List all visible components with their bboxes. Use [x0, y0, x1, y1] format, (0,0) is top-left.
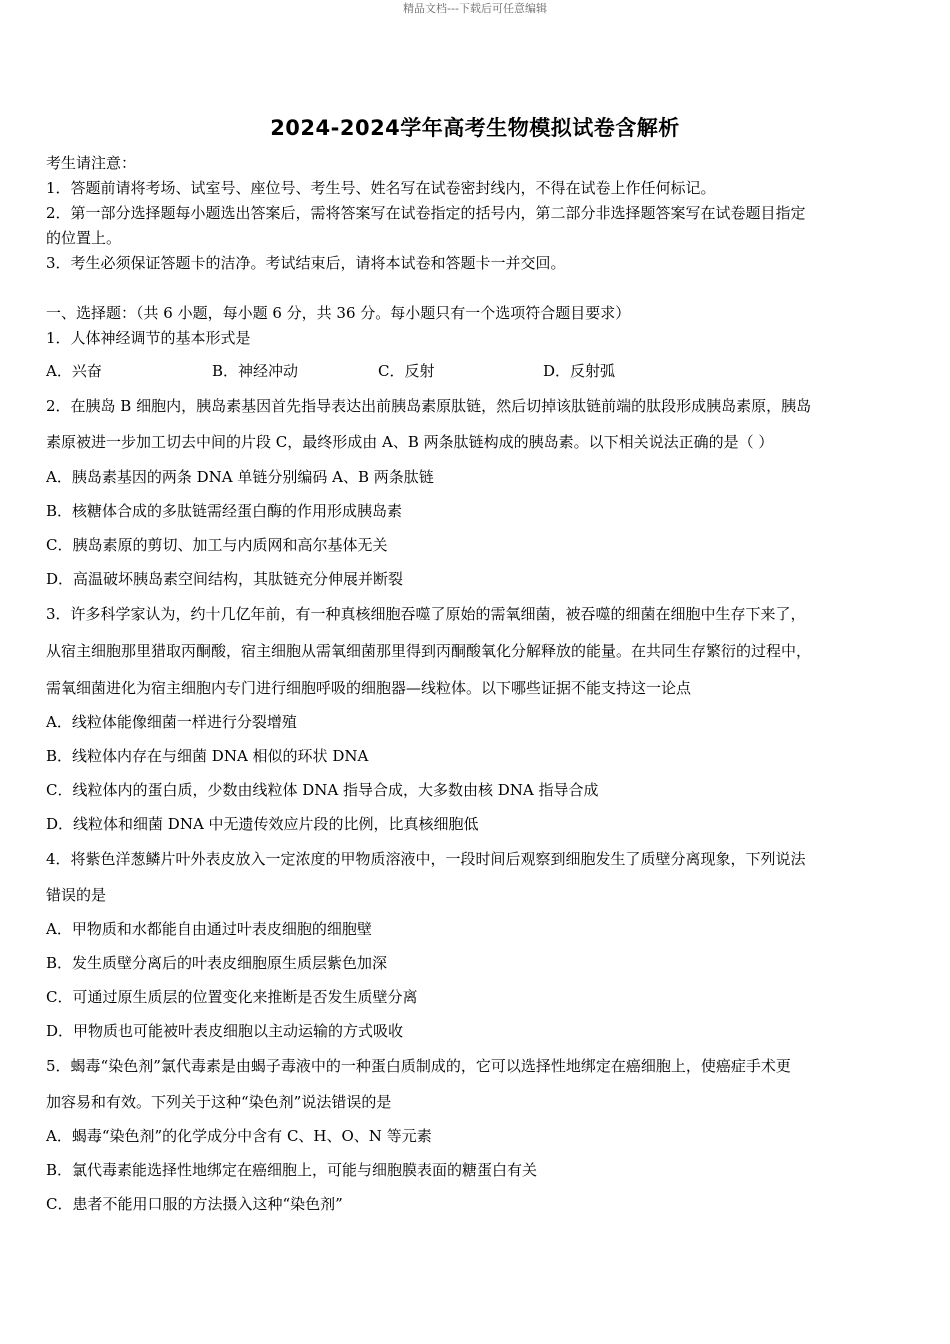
option-d: D．反射弧	[543, 362, 616, 380]
option-b: B．氯代毒素能选择性地绑定在癌细胞上，可能与细胞膜表面的糖蛋白有关	[46, 1161, 538, 1179]
option-b: B．神经冲动	[212, 362, 299, 380]
option-d: D．线粒体和细菌 DNA 中无遗传效应片段的比例，比真核细胞低	[46, 815, 479, 833]
option-c: C．线粒体内的蛋白质，少数由线粒体 DNA 指导合成，大多数由核 DNA 指导合成	[46, 781, 599, 799]
page-title: 2024-2024学年高考生物模拟试卷含解析	[270, 116, 680, 140]
option-a: A．兴奋	[46, 362, 102, 380]
question-stem: 需氧细菌进化为宿主细胞内专门进行细胞呼吸的细胞器—线粒体。以下哪些证据不能支持这一论点	[46, 679, 692, 697]
section-heading: 一、选择题：（共 6 小题，每小题 6 分，共 36 分。每小题只有一个选项符合题目要求）	[46, 304, 631, 322]
option-c: C．胰岛素原的剪切、加工与内质网和高尔基体无关	[46, 536, 388, 554]
notice-item: 1．答题前请将考场、试室号、座位号、考生号、姓名写在试卷密封线内，不得在试卷上作任何标记。	[46, 179, 716, 197]
question-stem: 3．许多科学家认为，约十几亿年前，有一种真核细胞吞噬了原始的需氧细菌，被吞噬的细菌在细胞中生存下来了，	[46, 605, 806, 623]
option-c: C．患者不能用口服的方法摄入这种“染色剂”	[46, 1195, 343, 1213]
option-a: A．甲物质和水都能自由通过叶表皮细胞的细胞壁	[46, 920, 372, 938]
question-stem: 加容易和有效。下列关于这种“染色剂”说法错误的是	[46, 1093, 392, 1111]
option-d: D．甲物质也可能被叶表皮细胞以主动运输的方式吸收	[46, 1022, 404, 1040]
option-c: C．可通过原生质层的位置变化来推断是否发生质壁分离	[46, 988, 418, 1006]
option-b: B．发生质壁分离后的叶表皮细胞原生质层紫色加深	[46, 954, 388, 972]
notice-item: 3．考生必须保证答题卡的洁净。考试结束后，请将本试卷和答题卡一并交回。	[46, 254, 566, 272]
option-d: D．高温破坏胰岛素空间结构，其肽链充分伸展并断裂	[46, 570, 404, 588]
notice-item: 2．第一部分选择题每小题选出答案后，需将答案写在试卷指定的括号内，第二部分非选择题答案写在试卷题目指定	[46, 204, 806, 222]
option-a: A．蝎毒“染色剂”的化学成分中含有 C、H、O、N 等元素	[46, 1127, 432, 1145]
question-stem: 错误的是	[46, 886, 107, 904]
notice-heading: 考生请注意：	[46, 154, 137, 172]
notice-item: 的位置上。	[46, 229, 122, 247]
option-b: B．核糖体合成的多肽链需经蛋白酶的作用形成胰岛素	[46, 502, 403, 520]
question-stem: 从宿主细胞那里猎取丙酮酸，宿主细胞从需氧细菌那里得到丙酮酸氧化分解释放的能量。在共同生存繁衍的过程中，	[46, 642, 812, 660]
question-stem: 1．人体神经调节的基本形式是	[46, 329, 251, 347]
option-b: B．线粒体内存在与细菌 DNA 相似的环状 DNA	[46, 747, 369, 765]
option-a: A．线粒体能像细菌一样进行分裂增殖	[46, 713, 297, 731]
question-stem: 素原被进一步加工切去中间的片段 C，最终形成由 A、B 两条肽链构成的胰岛素。以下相关说法正确的是（ ）	[46, 433, 774, 451]
option-a: A．胰岛素基因的两条 DNA 单链分别编码 A、B 两条肽链	[46, 468, 434, 486]
question-stem: 5．蝎毒“染色剂”氯代毒素是由蝎子毒液中的一种蛋白质制成的，它可以选择性地绑定在癌细胞上，使癌症手术更	[46, 1057, 791, 1075]
header-watermark: 精品文档---下载后可任意编辑	[403, 2, 547, 15]
question-stem: 2．在胰岛 B 细胞内，胰岛素基因首先指导表达出前胰岛素原肽链，然后切掉该肽链前端的肽段形成胰岛素原，胰岛	[46, 397, 812, 415]
option-c: C．反射	[378, 362, 435, 380]
question-stem: 4．将紫色洋葱鳞片叶外表皮放入一定浓度的甲物质溶液中，一段时间后观察到细胞发生了质壁分离现象，下列说法	[46, 850, 806, 868]
